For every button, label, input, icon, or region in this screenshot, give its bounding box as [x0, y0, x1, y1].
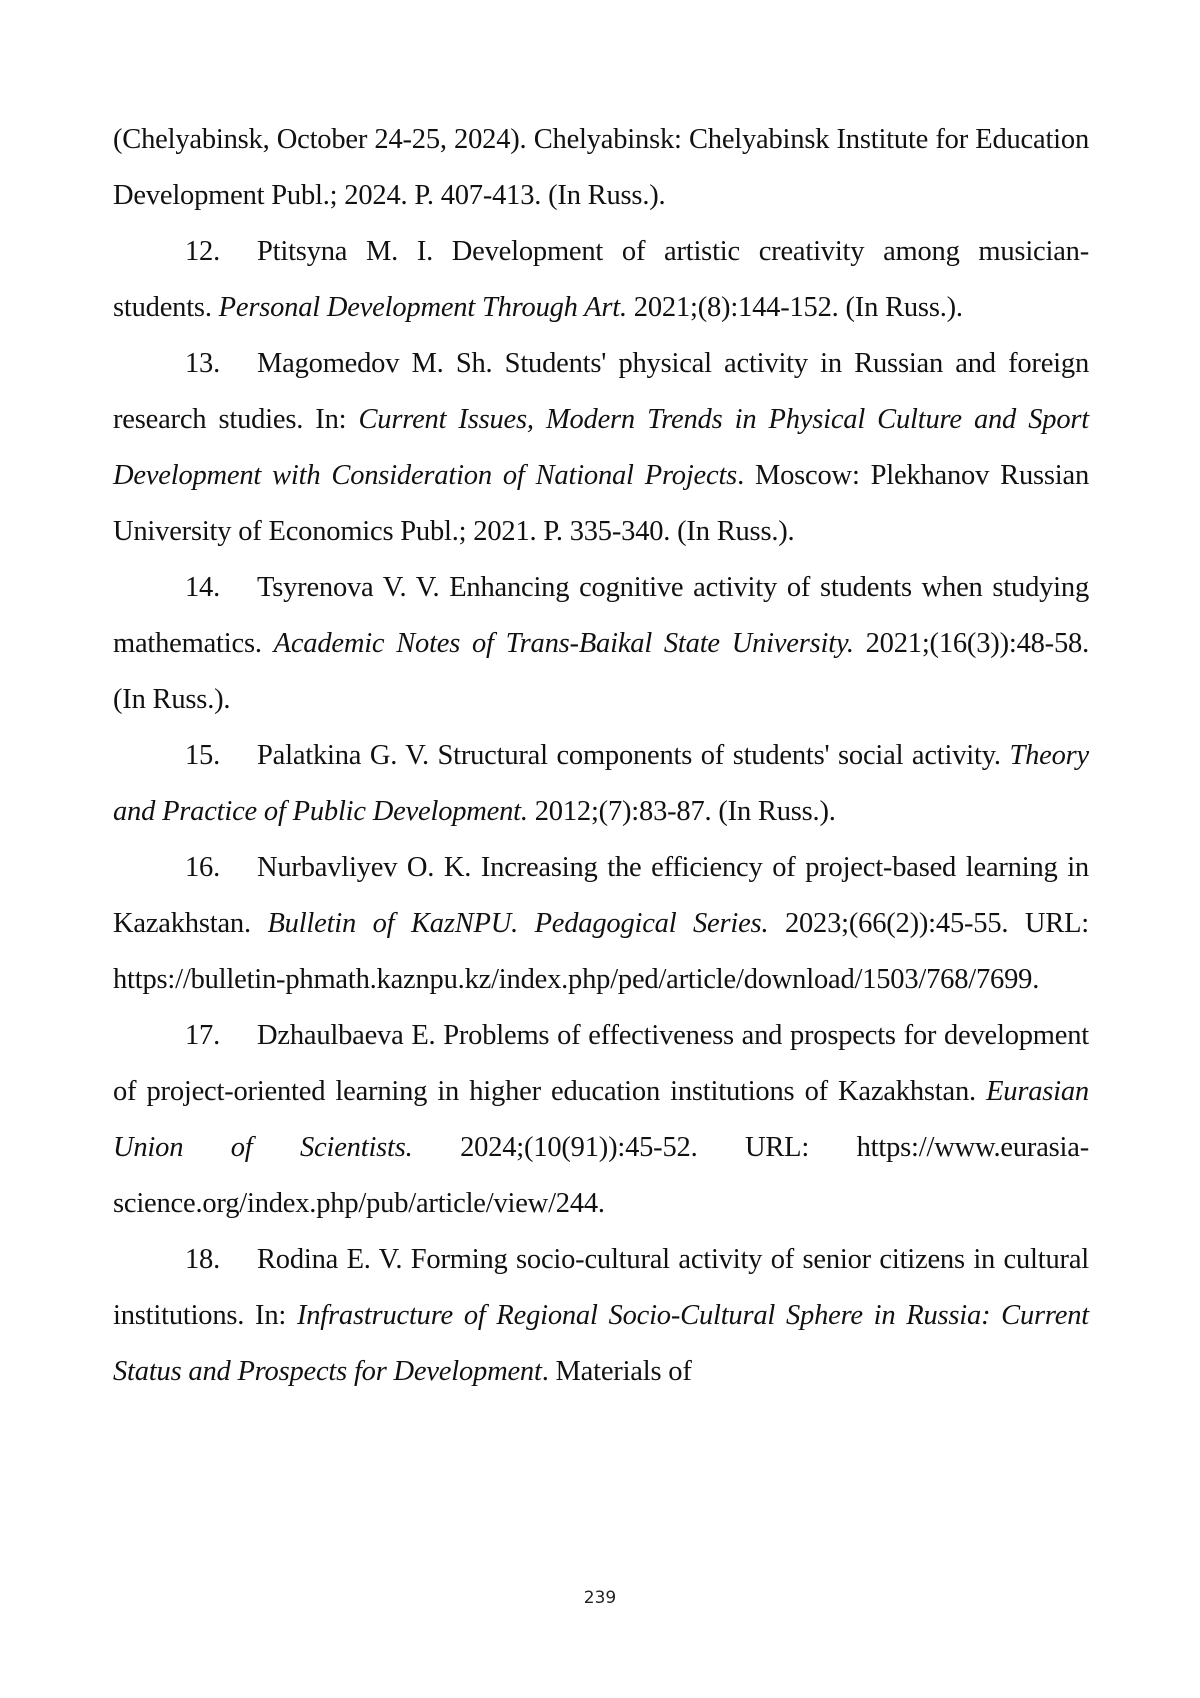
reference-details: . Materials of	[541, 1356, 692, 1387]
reference-item-17	[113, 1008, 1089, 1232]
reference-number: 18.	[185, 1244, 221, 1275]
reference-item-16	[113, 840, 1089, 1008]
reference-item-14	[113, 560, 1089, 728]
reference-text: Dzhaulbaeva E. Problems of effectiveness and prospects for development of project-oriented learning in higher education institutions of Kazakhstan.	[113, 1020, 1089, 1107]
reference-item-13	[113, 336, 1089, 560]
reference-number: 12.	[185, 236, 221, 267]
reference-text: Palatkina G. V. Structural components of students' social activity.	[257, 740, 1010, 771]
reference-source-title: Bulletin of KazNPU. Pedagogical Series.	[267, 908, 769, 939]
reference-details: 2012;(7):83-87. (In Russ.).	[527, 796, 836, 827]
reference-details: 2021;(16(3)):48-58. (In Russ.).	[113, 628, 1089, 715]
reference-source-title: Current Issues, Modern Trends in Physical Culture and Sport Development with Consideration of National Projects	[113, 404, 1089, 491]
reference-source-title: Eurasian Union of Scientists.	[113, 1076, 1089, 1163]
reference-details: . Moscow: Plekhanov Russian University of Economics Publ.; 2021. P. 335-340. (In Russ.).	[113, 460, 1089, 547]
reference-source-title: Academic Notes of Trans-Baikal State University.	[273, 628, 854, 659]
reference-number: 15.	[185, 740, 221, 771]
reference-number: 14.	[185, 572, 221, 603]
reference-list	[113, 112, 1089, 1400]
reference-text: Magomedov M. Sh. Students' physical activity in Russian and foreign research studies. In:	[113, 348, 1089, 435]
reference-details: 2023;(66(2)):45-55. URL: https://bulletin-phmath.kaznpu.kz/index.php/ped/article/download/1503/768/7699.	[113, 908, 1089, 995]
reference-item-12	[113, 224, 1089, 336]
reference-number: 17.	[185, 1020, 221, 1051]
reference-item-15	[113, 728, 1089, 840]
reference-details: 2021;(8):144-152. (In Russ.).	[626, 292, 963, 323]
reference-text: Tsyrenova V. V. Enhancing cognitive activity of students when studying mathematics.	[113, 572, 1089, 659]
reference-text: Ptitsyna M. I. Development of artistic creativity among musician-students.	[113, 236, 1089, 323]
reference-number: 13.	[185, 348, 221, 379]
reference-source-title: Theory and Practice of Public Development.	[113, 740, 1089, 827]
reference-source-title: Personal Development Through Art.	[218, 292, 627, 323]
page-number: 239	[583, 1588, 617, 1608]
reference-number: 16.	[185, 852, 221, 883]
reference-details: 2024;(10(91)):45-52. URL: https://www.eurasia-science.org/index.php/pub/article/view/244.	[113, 1132, 1089, 1219]
reference-item-18	[113, 1232, 1089, 1400]
reference-text: Nurbavliyev O. K. Increasing the efficiency of project-based learning in Kazakhstan.	[113, 852, 1089, 939]
reference-text: Rodina E. V. Forming socio-cultural activity of senior citizens in cultural institutions. In:	[113, 1244, 1089, 1331]
reference-source-title: Infrastructure of Regional Socio-Cultural Sphere in Russia: Current Status and Prospects for Development	[113, 1300, 1089, 1387]
reference-continuation: (Chelyabinsk, October 24-25, 2024). Chelyabinsk: Chelyabinsk Institute for Education Development Publ.; 2024. P. 407-413. (In Russ.).	[113, 124, 1089, 211]
